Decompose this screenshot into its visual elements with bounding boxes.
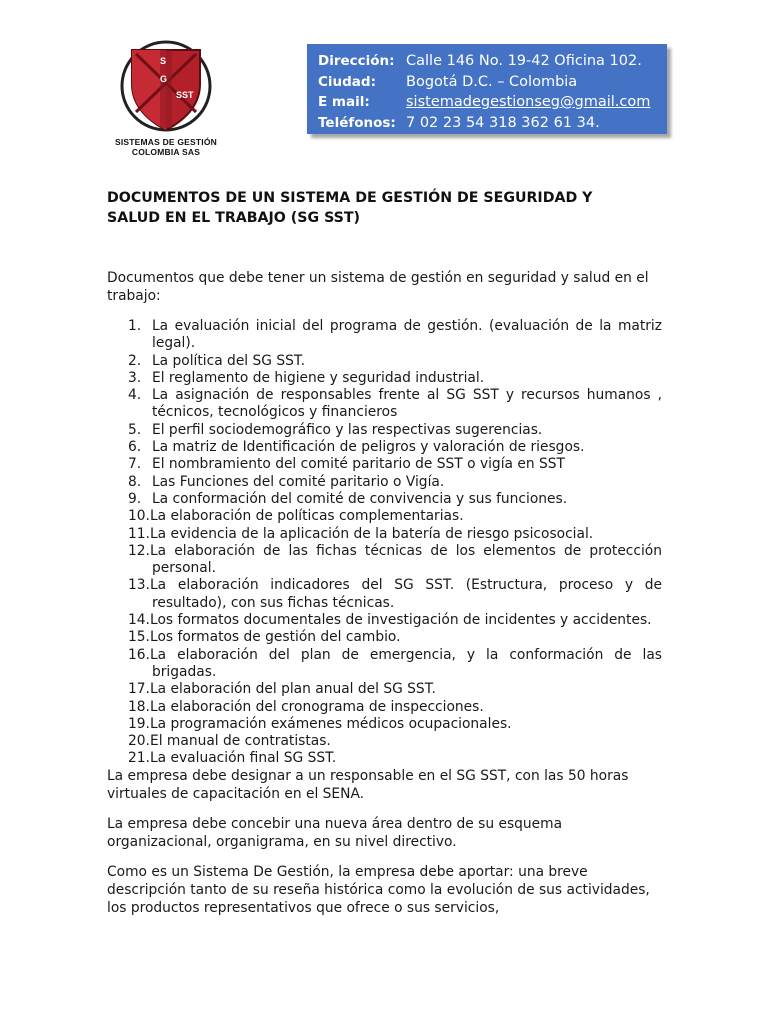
list-item-text: La elaboración del plan anual del SG SST. — [150, 681, 436, 698]
list-item — [107, 629, 662, 646]
paragraph-area: La empresa debe concebir una nueva área dentro de su esquema organizacional, organigrama, en su nivel directivo. — [107, 816, 563, 850]
intro-paragraph: Documentos que debe tener un sistema de gestión en seguridad y salud en el trabajo: — [107, 270, 649, 304]
list-item-number: 11. — [128, 525, 150, 542]
list-item-number: 19. — [128, 715, 150, 732]
contact-label-address: Dirección: — [318, 53, 395, 69]
list-item-text: La elaboración del cronograma de inspecciones. — [150, 698, 484, 715]
shield-letter-g: G — [160, 74, 168, 84]
contact-label-city: Ciudad: — [318, 73, 376, 90]
list-item — [107, 543, 662, 578]
list-item — [107, 318, 662, 353]
paragraph-responsible: La empresa debe designar a un responsable en el SG SST, con las 50 horas virtuales de capacitación en el SENA. — [107, 768, 629, 802]
list-item-number: 1. — [128, 318, 142, 334]
shield-letter-sst: SST — [176, 90, 194, 100]
paragraph-management-system: Como es un Sistema De Gestión, la empresa debe aportar: una breve descripción tanto de su reseña histórica como la evolución de sus actividades, los productos representativos que ofrece o sus servicios, — [107, 864, 650, 916]
list-item-text: El reglamento de higiene y seguridad industrial. — [152, 369, 485, 386]
list-item — [107, 647, 662, 682]
list-item-number: 16. — [128, 646, 150, 663]
contact-label-phones: Teléfonos: — [318, 114, 396, 131]
list-item-number: 13. — [128, 577, 150, 594]
shield-letter-s: S — [160, 56, 167, 66]
list-item-number: 14. — [128, 612, 150, 629]
list-item — [107, 456, 662, 473]
list-item-text: El perfil sociodemográfico y las respectivas sugerencias. — [152, 421, 543, 438]
list-item — [107, 612, 662, 629]
list-item-number: 5. — [128, 421, 142, 438]
list-item-text: La evaluación inicial del programa de gestión. (evaluación de la matriz legal). — [152, 318, 662, 352]
contact-value-phones: 7 02 23 54 318 362 61 34. — [406, 114, 600, 131]
list-item-text: La asignación de responsables frente al SG SST y recursos humanos , técnicos, tecnológicos y financieros — [152, 387, 662, 421]
list-item — [107, 699, 662, 716]
list-item — [107, 422, 662, 439]
list-item-number: 17. — [128, 681, 150, 698]
list-item-number: 6. — [128, 439, 142, 456]
list-item-text: La elaboración de las fichas técnicas de los elementos de protección personal. — [150, 542, 662, 577]
company-logo — [104, 40, 228, 160]
list-item-text: La política del SG SST. — [152, 352, 306, 369]
list-item — [107, 474, 662, 491]
list-item — [107, 508, 662, 525]
list-item-number: 4. — [128, 387, 142, 404]
list-item — [107, 439, 662, 456]
list-item — [107, 353, 662, 370]
list-item-text: La evaluación final SG SST. — [150, 750, 337, 767]
documents-list — [107, 318, 662, 768]
document-title-line2: SALUD EN EL TRABAJO (SG SST) — [107, 210, 361, 226]
list-item-text: La matriz de Identificación de peligros y valoración de riesgos. — [152, 439, 585, 456]
list-item-number: 8. — [128, 473, 142, 490]
contact-row-city — [318, 72, 657, 93]
list-item-text: La elaboración del plan de emergencia, y la conformación de las brigadas. — [150, 646, 662, 680]
email-link[interactable]: sistemadegestionseg@gmail.com — [406, 94, 651, 110]
contact-value-address: Calle 146 No. 19-42 Oficina 102. — [406, 53, 642, 69]
list-item-number: 20. — [128, 733, 150, 750]
list-item-number: 21. — [128, 750, 150, 767]
list-item-text: La evidencia de la aplicación de la batería de riesgo psicosocial. — [150, 525, 594, 542]
list-item — [107, 750, 662, 767]
list-item — [107, 577, 662, 612]
list-item-text: El manual de contratistas. — [150, 733, 331, 750]
list-item-number: 18. — [128, 698, 150, 715]
list-item — [107, 491, 662, 508]
list-item-number: 10. — [128, 508, 150, 525]
contact-row-email — [318, 92, 657, 113]
list-item-number: 15. — [128, 629, 150, 646]
list-item-number: 9. — [128, 490, 142, 507]
list-item — [107, 526, 662, 543]
list-item-text: La elaboración indicadores del SG SST. (Estructura, proceso y de resultado), con sus fichas técnicas. — [150, 577, 662, 611]
contact-row-phones — [318, 113, 657, 134]
list-item-text: La conformación del comité de convivencia y sus funciones. — [152, 490, 568, 507]
document-title — [107, 188, 647, 228]
list-item — [107, 370, 662, 387]
logo-text-line1: SISTEMAS DE GESTIÓN — [114, 137, 218, 147]
list-item-text: La programación exámenes médicos ocupacionales. — [150, 715, 512, 732]
contact-value-city: Bogotá D.C. – Colombia — [406, 73, 578, 90]
list-item-number: 3. — [128, 369, 142, 386]
list-item-number: 2. — [128, 352, 142, 369]
contact-box — [307, 44, 667, 134]
list-item — [107, 716, 662, 733]
list-item-text: La elaboración de políticas complementarias. — [150, 508, 464, 525]
document-title-line1: DOCUMENTOS DE UN SISTEMA DE GESTIÓN DE SEGURIDAD Y — [107, 190, 593, 206]
contact-row-address — [318, 51, 657, 72]
contact-label-email: E mail: — [318, 94, 370, 110]
list-item — [107, 681, 662, 698]
shield-logo-icon — [118, 40, 214, 136]
list-item-text: Los formatos de gestión del cambio. — [150, 629, 401, 646]
list-item-text: Los formatos documentales de investigación de incidentes y accidentes. — [150, 612, 652, 629]
list-item — [107, 733, 662, 750]
logo-text-line2: COLOMBIA SAS — [131, 147, 201, 157]
list-item-text: Las Funciones del comité paritario o Vigía. — [152, 473, 445, 490]
list-item — [107, 387, 662, 422]
list-item-text: El nombramiento del comité paritario de SST o vigía en SST — [152, 456, 565, 473]
list-item-number: 12. — [128, 542, 150, 559]
list-item-number: 7. — [128, 456, 142, 473]
